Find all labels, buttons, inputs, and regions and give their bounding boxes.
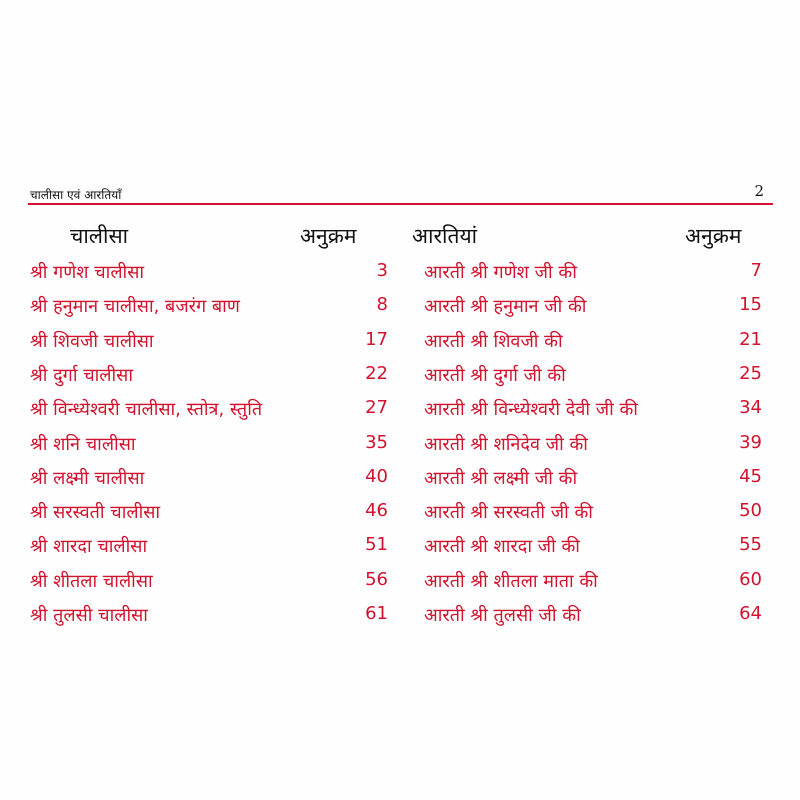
chalisa-title: श्री शनि चालीसा bbox=[30, 433, 136, 455]
chalisa-title: श्री शीतला चालीसा bbox=[30, 570, 153, 592]
aarti-page: 39 bbox=[739, 431, 762, 453]
aarti-title: आरती श्री दुर्गा जी की bbox=[424, 364, 566, 386]
toc-row bbox=[0, 294, 800, 324]
aarti-page: 50 bbox=[739, 500, 762, 522]
chalisa-page: 3 bbox=[376, 260, 388, 281]
toc-row bbox=[0, 534, 800, 564]
chalisa-page: 22 bbox=[365, 362, 388, 384]
aarti-title: आरती श्री तुलसी जी की bbox=[424, 605, 581, 626]
toc-row bbox=[0, 569, 800, 599]
chalisa-title: श्री हनुमान चालीसा, बजरंग बाण bbox=[30, 296, 240, 318]
toc-row bbox=[0, 260, 800, 290]
chalisa-title: श्री सरस्वती चालीसा bbox=[30, 502, 161, 524]
toc-row bbox=[0, 432, 800, 462]
toc-row bbox=[0, 397, 800, 427]
chalisa-title: श्री दुर्गा चालीसा bbox=[30, 364, 133, 386]
running-head: चालीसा एवं आरतियाँ bbox=[30, 188, 122, 202]
chalisa-page: 61 bbox=[365, 603, 388, 624]
aarti-title: आरती श्री शनिदेव जी की bbox=[424, 433, 588, 455]
chalisa-page: 8 bbox=[376, 294, 388, 316]
aarti-title: आरती श्री शारदा जी की bbox=[424, 536, 580, 558]
aarti-page: 45 bbox=[739, 465, 762, 487]
chalisa-title: श्री शिवजी चालीसा bbox=[30, 330, 154, 352]
chalisa-index-heading: अनुक्रम bbox=[300, 224, 357, 248]
chalisa-page: 46 bbox=[365, 500, 388, 522]
aarti-page: 15 bbox=[739, 294, 762, 316]
chalisa-title: श्री गणेश चालीसा bbox=[30, 262, 145, 283]
chalisa-title: श्री शारदा चालीसा bbox=[30, 536, 148, 558]
toc-row bbox=[0, 500, 800, 530]
chalisa-title: श्री विन्ध्येश्वरी चालीसा, स्तोत्र, स्तुति bbox=[30, 399, 263, 421]
toc-row bbox=[0, 603, 800, 633]
aarti-title: आरती श्री शिवजी की bbox=[424, 330, 563, 352]
chalisa-page: 40 bbox=[365, 465, 388, 487]
aarti-index-heading: अनुक्रम bbox=[685, 224, 742, 248]
chalisa-page: 17 bbox=[365, 328, 388, 350]
toc-row bbox=[0, 363, 800, 393]
aarti-page: 55 bbox=[739, 534, 762, 556]
chalisa-title: श्री तुलसी चालीसा bbox=[30, 605, 148, 626]
chalisa-page: 56 bbox=[365, 568, 388, 590]
aarti-title: आरती श्री गणेश जी की bbox=[424, 262, 577, 283]
header-divider bbox=[28, 203, 773, 205]
toc-row bbox=[0, 466, 800, 496]
page-number: 2 bbox=[754, 182, 764, 200]
chalisa-page: 27 bbox=[365, 397, 388, 419]
chalisa-title: श्री लक्ष्मी चालीसा bbox=[30, 467, 145, 489]
aarti-title: आरती श्री शीतला माता की bbox=[424, 570, 598, 592]
aarti-page: 60 bbox=[739, 568, 762, 590]
aarti-page: 7 bbox=[750, 260, 762, 281]
toc-row bbox=[0, 329, 800, 359]
aarti-title: आरती श्री विन्ध्येश्वरी देवी जी की bbox=[424, 399, 638, 421]
aarti-title: आरती श्री सरस्वती जी की bbox=[424, 502, 593, 524]
chalisa-heading: चालीसा bbox=[70, 224, 129, 248]
aarti-title: आरती श्री लक्ष्मी जी की bbox=[424, 467, 578, 489]
aarti-heading: आरतियां bbox=[412, 224, 478, 248]
aarti-title: आरती श्री हनुमान जी की bbox=[424, 296, 587, 318]
chalisa-page: 35 bbox=[365, 431, 388, 453]
aarti-page: 34 bbox=[739, 397, 762, 419]
aarti-page: 21 bbox=[739, 328, 762, 350]
aarti-page: 25 bbox=[739, 362, 762, 384]
aarti-page: 64 bbox=[739, 603, 762, 624]
chalisa-page: 51 bbox=[365, 534, 388, 556]
